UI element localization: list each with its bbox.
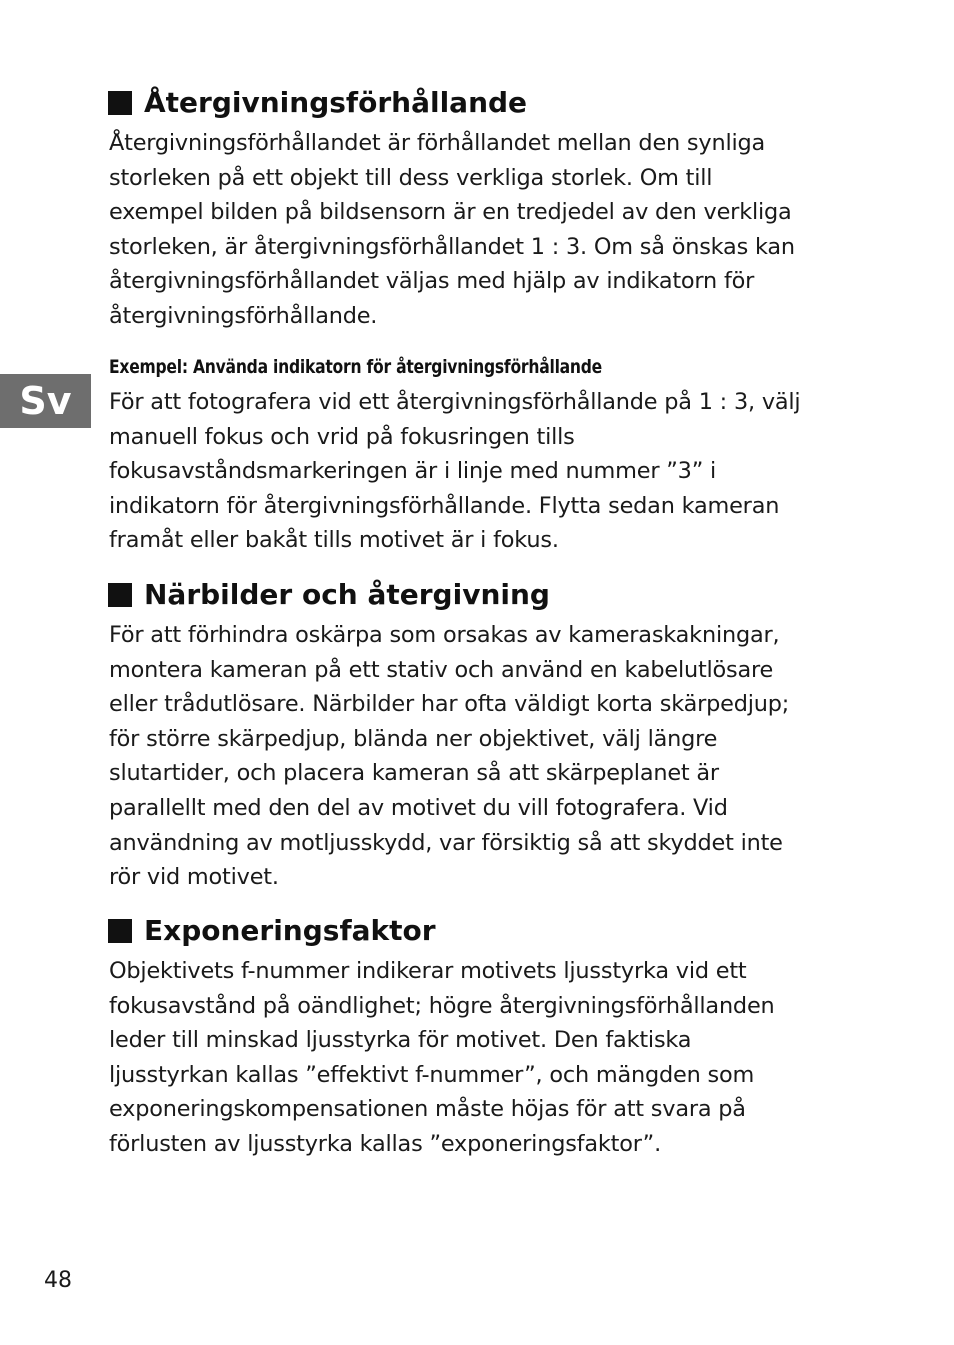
paragraph-line: storleken, är återgivningsförhållandet 1 : 3. Om så önskas kan — [109, 233, 795, 260]
paragraph-line: exponeringskompensationen måste höjas för att svara på — [109, 1096, 746, 1123]
section-heading-exponeringsfaktor — [108, 912, 436, 950]
paragraph-line: eller trådutlösare. Närbilder har ofta väldigt korta skärpedjup; — [109, 691, 790, 718]
example-heading: Exempel: Använda indikatorn för återgivningsförhållande — [109, 356, 603, 378]
paragraph-line: leder till minskad ljusstyrka för motivet. Den faktiska — [109, 1027, 692, 1054]
section-heading-atergivningsforhallande — [108, 84, 527, 122]
paragraph-line: montera kameran på ett stativ och använd en kabelutlösare — [109, 656, 774, 683]
section-heading-narbilder — [108, 576, 550, 614]
paragraph-line: återgivningsförhållande. — [109, 302, 378, 329]
paragraph-line: förlusten av ljusstyrka kallas ”exponeringsfaktor”. — [109, 1130, 661, 1157]
paragraph-line: fokusavstånd på oändlighet; högre återgivningsförhållanden — [109, 992, 775, 1019]
section-heading-text: Exponeringsfaktor — [144, 914, 436, 947]
paragraph-line: exempel bilden på bildsensorn är en tredjedel av den verkliga — [109, 199, 792, 226]
paragraph-line: användning av motljusskydd, var försiktig så att skyddet inte — [109, 829, 783, 856]
black-square-icon — [108, 919, 132, 943]
section1-paragraph — [109, 126, 795, 334]
paragraph-line: rör vid motivet. — [109, 864, 279, 891]
example-paragraph — [109, 385, 800, 558]
section2-paragraph — [109, 618, 789, 895]
black-square-icon — [108, 583, 132, 607]
paragraph-line: För att förhindra oskärpa som orsakas av kameraskakningar, — [109, 622, 780, 648]
paragraph-line: parallellt med den del av motivet du vill fotografera. Vid — [109, 794, 728, 821]
section-heading-text: Närbilder och återgivning — [144, 578, 550, 611]
paragraph-line: storleken på ett objekt till dess verkliga storlek. Om till — [109, 164, 713, 191]
paragraph-line: För att fotografera vid ett återgivningsförhållande på 1 : 3, välj — [109, 389, 801, 415]
paragraph-line: Objektivets f-nummer indikerar motivets ljusstyrka vid ett — [109, 958, 747, 984]
language-tab: Sv — [0, 374, 91, 428]
paragraph-line: Återgivningsförhållandet är förhållandet mellan den synliga — [109, 130, 766, 156]
black-square-icon — [108, 91, 132, 115]
paragraph-line: indikatorn för återgivningsförhållande. Flytta sedan kameran — [109, 492, 780, 519]
paragraph-line: slutartider, och placera kameran så att skärpeplanet är — [109, 760, 719, 787]
paragraph-line: manuell fokus och vrid på fokusringen tills — [109, 423, 575, 450]
section-heading-text: Återgivningsförhållande — [144, 86, 528, 119]
paragraph-line: framåt eller bakåt tills motivet är i fokus. — [109, 527, 559, 554]
paragraph-line: återgivningsförhållandet väljas med hjälp av indikatorn för — [109, 268, 755, 295]
page-number: 48 — [44, 1268, 72, 1293]
paragraph-line: för större skärpedjup, blända ner objektivet, välj längre — [109, 725, 718, 752]
section3-paragraph — [109, 954, 775, 1162]
paragraph-line: fokusavståndsmarkeringen är i linje med nummer ”3” i — [109, 458, 717, 485]
paragraph-line: ljusstyrkan kallas ”effektivt f-nummer”, och mängden som — [109, 1061, 755, 1088]
